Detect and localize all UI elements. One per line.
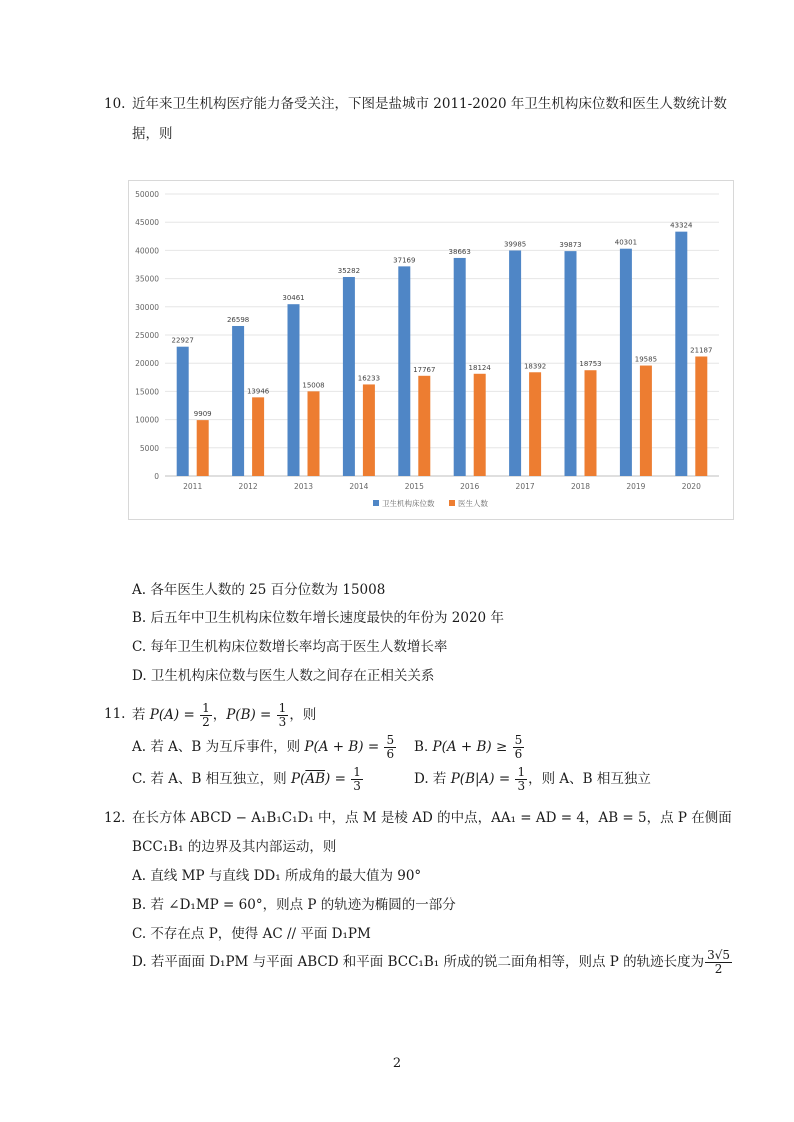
q11-option-c — [132, 764, 364, 794]
bar-beds — [675, 232, 687, 476]
data-label: 43324 — [670, 221, 693, 230]
q11-d-end: ，则 A、B 相互独立 — [528, 771, 651, 787]
q12-option-d — [132, 946, 733, 978]
data-label: 18392 — [523, 362, 547, 371]
q11-b-pre: B. — [414, 739, 433, 755]
bar-beds — [288, 304, 300, 476]
bar-doctors — [640, 366, 652, 476]
q11-half-den: 2 — [202, 715, 210, 729]
x-tick-label: 2013 — [293, 482, 314, 491]
bar-doctors — [308, 391, 320, 476]
x-tick-label: 2015 — [404, 482, 424, 491]
data-label: 18753 — [579, 360, 602, 369]
q11-third-den: 3 — [278, 715, 287, 729]
y-tick-label: 45000 — [135, 218, 159, 228]
q11-a-num: 5 — [386, 733, 395, 747]
data-label: 16233 — [357, 374, 381, 383]
bar-beds — [620, 249, 632, 476]
data-label: 37169 — [393, 256, 416, 265]
bar-beds — [454, 258, 466, 476]
y-tick-label: 40000 — [135, 246, 159, 256]
legend-swatch — [373, 500, 379, 506]
data-label: 15008 — [302, 381, 325, 390]
q10-option-d: D. 卫生机构床位数与医生人数之间存在正相关关系 — [132, 668, 435, 684]
q10-number: 10. — [104, 96, 126, 112]
q11-half-num: 1 — [202, 701, 210, 715]
bar-chart-svg — [129, 181, 733, 519]
y-tick-label: 10000 — [135, 415, 159, 425]
y-tick-label: 35000 — [135, 274, 159, 284]
q10-option-b: B. 后五年中卫生机构床位数年增长速度最快的年份为 2020 年 — [132, 610, 504, 626]
q11-d-frac — [515, 766, 527, 793]
q10-option-c: C. 每年卫生机构床位数增长率均高于医生人数增长率 — [132, 639, 448, 655]
bar-beds — [232, 326, 244, 476]
x-tick-label: 2018 — [570, 482, 591, 491]
bar-beds — [398, 266, 410, 476]
bar-doctors — [252, 397, 264, 476]
q11-stem — [132, 700, 316, 730]
y-tick-label: 20000 — [135, 359, 159, 369]
bar-doctors — [529, 372, 541, 476]
q11-option-a — [132, 732, 397, 762]
bar-doctors — [474, 374, 486, 476]
q11-d-pre: D. 若 — [414, 771, 451, 787]
data-label: 21187 — [690, 346, 713, 355]
q11-eq1: = — [179, 707, 200, 723]
q11-c-num: 1 — [353, 765, 361, 779]
q12-option-a: A. 直线 MP 与直线 DD₁ 所成角的最大值为 90° — [132, 868, 422, 884]
q11-stem-end: ，则 — [289, 707, 317, 723]
y-tick-label: 25000 — [135, 331, 159, 340]
data-label: 22927 — [171, 336, 194, 345]
q12-d-den: 2 — [714, 962, 723, 976]
x-tick-label: 2017 — [515, 482, 535, 491]
bar-beds — [177, 347, 189, 476]
q10-chart — [128, 180, 734, 520]
legend-label: 卫生机构床位数 — [382, 499, 435, 508]
data-label: 38663 — [448, 247, 471, 256]
q11-b-den: 6 — [514, 747, 523, 761]
q12-option-b: B. 若 ∠D₁MP = 60°，则点 P 的轨迹为椭圆的一部分 — [132, 897, 456, 913]
q11-a-expr: P(A + B) = — [304, 739, 384, 755]
q11-b-expr: P(A + B) ≥ — [432, 739, 512, 755]
q11-d-num: 1 — [517, 765, 526, 779]
q12-stem-line1: 在长方体 ABCD − A₁B₁C₁D₁ 中，点 M 是棱 AD 的中点，AA₁ = AD = 4，AB = 5，点 P 在侧面 — [132, 810, 732, 826]
q11-option-d — [414, 764, 651, 794]
x-tick-label: 2016 — [460, 482, 480, 491]
q11-stem-a: 若 — [132, 707, 150, 723]
y-tick-label: 30000 — [135, 302, 159, 312]
q12-option-c: C. 不存在点 P，使得 AC // 平面 D₁PM — [132, 926, 371, 942]
x-tick-label: 2014 — [349, 482, 369, 491]
q11-a-pre: A. 若 A、B 为互斥事件，则 — [132, 739, 305, 755]
data-label: 26598 — [226, 315, 250, 324]
x-tick-label: 2012 — [238, 482, 258, 491]
q11-third-num: 1 — [278, 701, 287, 715]
q11-a-den: 6 — [386, 747, 395, 761]
data-label: 18124 — [468, 363, 491, 372]
y-tick-label: 50000 — [135, 190, 159, 199]
data-label: 35282 — [337, 267, 361, 276]
q11-c-den: 3 — [353, 779, 361, 793]
q11-eq2: = — [255, 707, 276, 723]
q11-number: 11. — [104, 706, 126, 722]
q11-c-end: ) = — [325, 771, 351, 787]
data-label: 39873 — [559, 241, 582, 250]
legend-swatch — [449, 500, 455, 506]
bar-beds — [565, 251, 577, 476]
q11-d-den: 3 — [517, 779, 526, 793]
q11-d-expr: P(B|A) = — [450, 771, 515, 787]
y-tick-label: 0 — [154, 472, 159, 481]
q12-stem-line2: BCC₁B₁ 的边界及其内部运动，则 — [132, 839, 337, 855]
data-label: 19585 — [634, 355, 658, 364]
q11-c-pre: C. 若 A、B 相互独立，则 — [132, 771, 291, 787]
q10-stem-line2: 据，则 — [132, 126, 173, 142]
q12-number: 12. — [104, 810, 126, 826]
q12-d-num: 3√5 — [707, 948, 731, 962]
q11-a-frac — [384, 734, 396, 761]
q11-c-frac — [351, 766, 363, 793]
q11-c-p: P( — [290, 771, 306, 787]
q11-b-num: 5 — [514, 733, 523, 747]
bar-doctors — [197, 420, 209, 476]
data-label: 9909 — [193, 410, 212, 419]
q11-frac-third — [277, 702, 289, 729]
data-label: 30461 — [282, 294, 305, 303]
q11-c-ab: $\overline{AB}$ — [305, 771, 326, 787]
bar-doctors — [418, 376, 430, 476]
data-label: 17767 — [413, 365, 436, 374]
data-label: 13946 — [246, 387, 270, 396]
y-tick-label: 5000 — [139, 443, 159, 453]
x-tick-label: 2020 — [681, 482, 701, 491]
q11-pb: P(B) — [226, 707, 256, 723]
q10-option-a: A. 各年医生人数的 25 百分位数为 15008 — [132, 582, 386, 598]
q12-d-frac — [705, 949, 732, 976]
data-label: 40301 — [614, 238, 638, 247]
bar-beds — [509, 250, 521, 476]
q11-sep: ， — [212, 707, 227, 723]
legend-label: 医生人数 — [458, 499, 488, 508]
q11-pa: P(A) — [149, 707, 180, 723]
q11-frac-half — [200, 702, 212, 729]
data-label: 39985 — [503, 240, 527, 249]
x-tick-label: 2011 — [183, 482, 203, 491]
q11-option-b — [414, 732, 525, 762]
q11-b-frac — [513, 734, 525, 761]
bar-doctors — [585, 370, 597, 476]
bar-beds — [343, 277, 355, 476]
y-tick-label: 15000 — [135, 387, 159, 397]
bar-doctors — [363, 384, 375, 476]
page-number: 2 — [392, 1056, 402, 1071]
x-tick-label: 2019 — [626, 482, 646, 491]
bar-doctors — [695, 357, 707, 476]
q12-d-text: D. 若平面面 D₁PM 与平面 ABCD 和平面 BCC₁B₁ 所成的锐二面角相等，则点 P 的轨迹长度为 — [132, 954, 705, 970]
q10-stem-line1: 近年来卫生机构医疗能力备受关注，下图是盐城市 2011-2020 年卫生机构床位数和医生人数统计数 — [132, 96, 727, 112]
